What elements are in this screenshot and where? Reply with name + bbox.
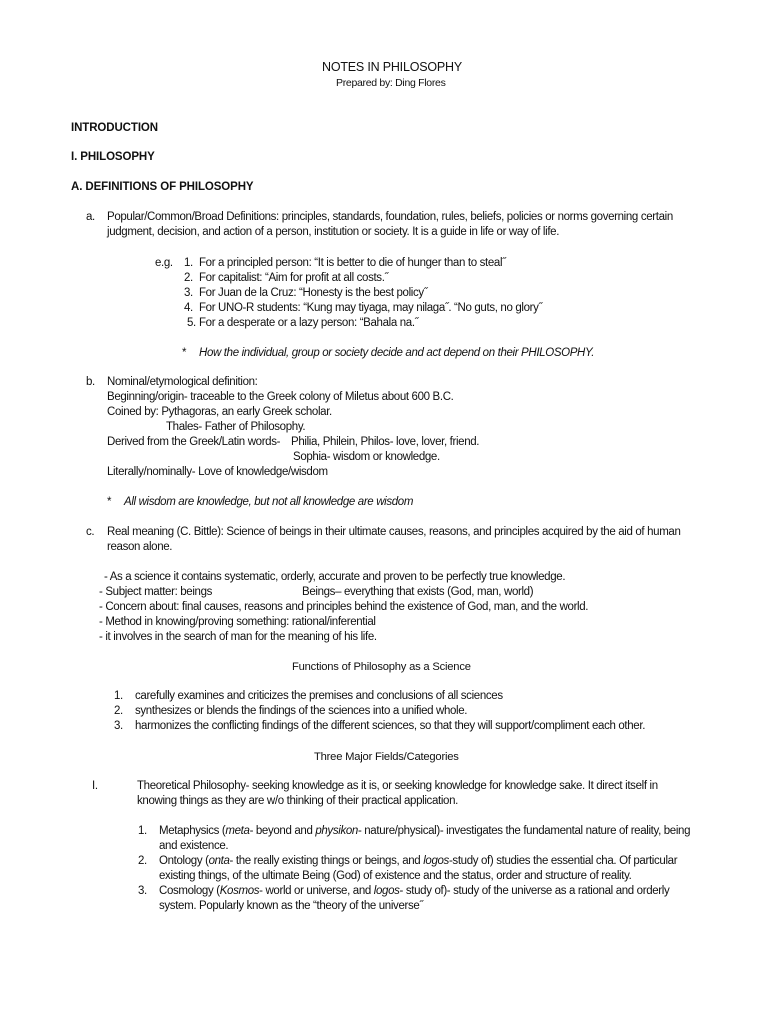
document-title: NOTES IN PHILOSOPHY bbox=[322, 60, 462, 74]
heading-introduction: INTRODUCTION bbox=[71, 122, 158, 134]
subfield-line1: Cosmology (Kosmos- world or universe, and logos- study of)- study of the universe as a rational and orderly bbox=[159, 885, 670, 897]
heading-fields: Three Major Fields/Categories bbox=[314, 751, 459, 763]
subfield-line2: existing things, of the ultimate Being (God) of existence and the status, order and structure of reality. bbox=[159, 870, 632, 882]
definition-b-line3: Coined by: Pythagoras, an early Greek scholar. bbox=[107, 406, 332, 418]
function-num: 1. bbox=[114, 690, 123, 702]
definition-c-bullet3: - Concern about: final causes, reasons and principles behind the existence of God, man, and the world. bbox=[99, 601, 589, 613]
field-line2: knowing things as they are w/o thinking of their practical application. bbox=[137, 795, 458, 807]
definition-b-line4: Thales- Father of Philosophy. bbox=[166, 421, 306, 433]
subfield-num: 3. bbox=[138, 885, 147, 897]
definition-a-line2: judgment, decision, and action of a person, institution or society. It is a guide in life or way of life. bbox=[107, 226, 560, 238]
example-num: 2. bbox=[184, 272, 193, 284]
note-a: How the individual, group or society decide and act depend on their PHILOSOPHY. bbox=[199, 347, 595, 359]
example-num: 3. bbox=[184, 287, 193, 299]
note-b: All wisdom are knowledge, but not all knowledge are wisdom bbox=[124, 496, 414, 508]
definition-c-line2: reason alone. bbox=[107, 541, 173, 553]
heading-definitions: A. DEFINITIONS OF PHILOSOPHY bbox=[71, 181, 254, 193]
definition-c-bullet2a: - Subject matter: beings bbox=[99, 586, 213, 598]
example-text: For Juan de la Cruz: “Honesty is the best policy˝ bbox=[199, 287, 428, 299]
definition-b-line2: Beginning/origin- traceable to the Greek colony of Miletus about 600 B.C. bbox=[107, 391, 454, 403]
note-star-a: * bbox=[182, 347, 187, 359]
example-text: For a principled person: “It is better to die of hunger than to steal˝ bbox=[199, 257, 506, 269]
definition-c-line1: Real meaning (C. Bittle): Science of beings in their ultimate causes, reasons, and principles acquired by the aid of human bbox=[107, 526, 681, 538]
definition-b-line5a: Derived from the Greek/Latin words- bbox=[107, 436, 281, 448]
example-text: For capitalist: “Aim for profit at all costs.˝ bbox=[199, 272, 389, 284]
definition-b-line7: Literally/nominally- Love of knowledge/wisdom bbox=[107, 466, 328, 478]
heading-functions: Functions of Philosophy as a Science bbox=[292, 661, 471, 673]
item-marker-b: b. bbox=[86, 376, 95, 388]
function-text: carefully examines and criticizes the premises and conclusions of all sciences bbox=[135, 690, 503, 702]
field-line1: Theoretical Philosophy- seeking knowledge as it is, or seeking knowledge for knowledge sake. It direct itself in bbox=[137, 780, 658, 792]
subfield-line1: Metaphysics (meta- beyond and physikon- nature/physical)- investigates the fundamental nature of reality, being bbox=[159, 825, 691, 837]
item-marker-a: a. bbox=[86, 211, 95, 223]
subfield-line1: Ontology (onta- the really existing things or beings, and logos-study of) studies the essential cha. Of particular bbox=[159, 855, 678, 867]
subfield-num: 1. bbox=[138, 825, 147, 837]
example-text: For UNO-R students: “Kung may tiyaga, may nilaga˝. “No guts, no glory˝ bbox=[199, 302, 543, 314]
function-num: 2. bbox=[114, 705, 123, 717]
eg-label: e.g. bbox=[155, 257, 173, 269]
definition-c-bullet4: - Method in knowing/proving something: rational/inferential bbox=[99, 616, 376, 628]
function-num: 3. bbox=[114, 720, 123, 732]
example-num: 1. bbox=[184, 257, 193, 269]
function-text: synthesizes or blends the findings of the sciences into a unified whole. bbox=[135, 705, 468, 717]
subfield-line2: and existence. bbox=[159, 840, 229, 852]
definition-c-bullet1: - As a science it contains systematic, orderly, accurate and proven to be perfectly true knowledge. bbox=[104, 571, 566, 583]
heading-philosophy: I. PHILOSOPHY bbox=[71, 151, 155, 163]
subfield-num: 2. bbox=[138, 855, 147, 867]
item-marker-c: c. bbox=[86, 526, 95, 538]
definition-b-line6: Sophia- wisdom or knowledge. bbox=[293, 451, 440, 463]
definition-c-bullet2b: Beings– everything that exists (God, man, world) bbox=[302, 586, 534, 598]
definition-b-line1: Nominal/etymological definition: bbox=[107, 376, 258, 388]
example-num: 4. bbox=[184, 302, 193, 314]
prepared-by: Prepared by: Ding Flores bbox=[336, 77, 446, 89]
subfield-line2: system. Popularly known as the “theory of the universe˝ bbox=[159, 900, 423, 912]
definition-b-line5b: Philia, Philein, Philos- love, lover, friend. bbox=[291, 436, 480, 448]
example-text: For a desperate or a lazy person: “Bahala na.˝ bbox=[199, 317, 419, 329]
note-star-b: * bbox=[107, 496, 112, 508]
definition-a-line1: Popular/Common/Broad Definitions: principles, standards, foundation, rules, beliefs, policies or norms governing certain bbox=[107, 211, 673, 223]
example-num: 5. bbox=[187, 317, 196, 329]
definition-c-bullet5: - it involves in the search of man for the meaning of his life. bbox=[99, 631, 377, 643]
function-text: harmonizes the conflicting findings of the different sciences, so that they will support/compliment each other. bbox=[135, 720, 646, 732]
field-roman-numeral: I. bbox=[92, 780, 98, 792]
